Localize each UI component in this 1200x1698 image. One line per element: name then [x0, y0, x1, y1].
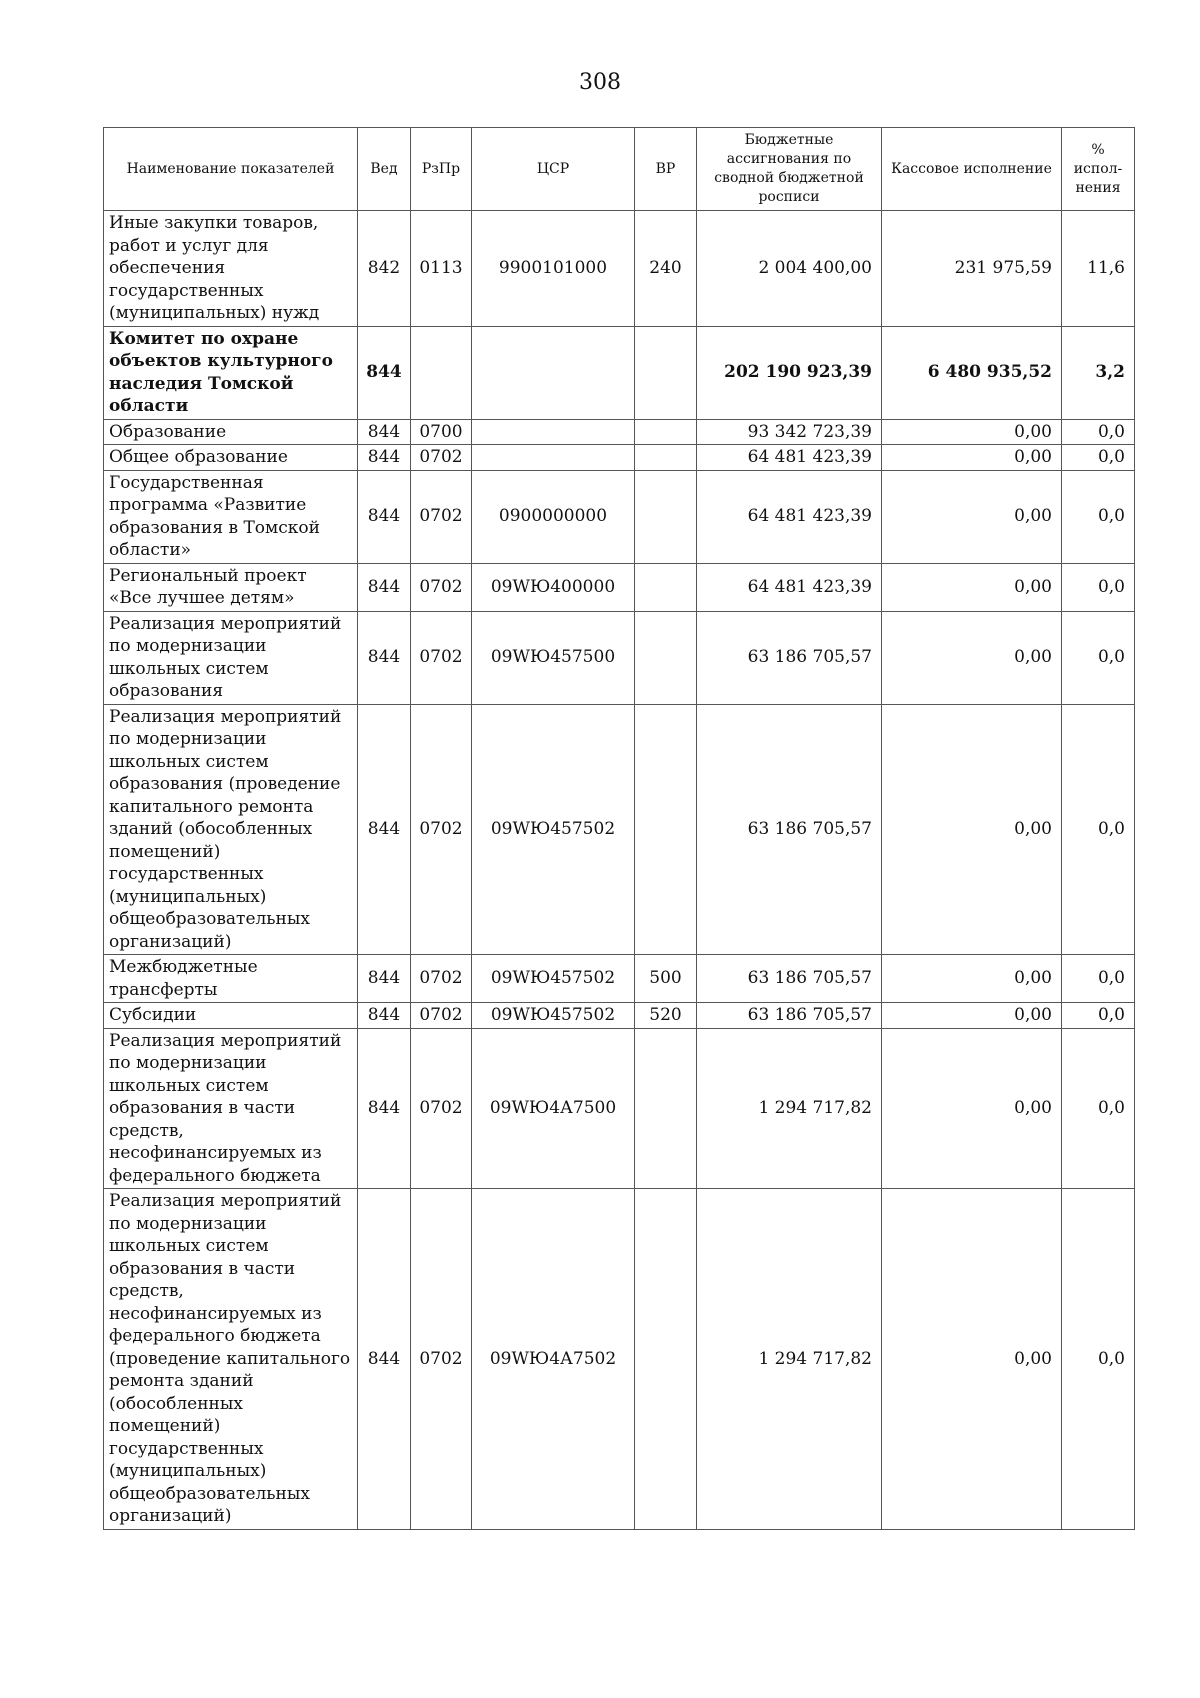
cell-csr: 09WЮ4А7500: [472, 1028, 635, 1189]
header-budget: Бюджетные ассигнования по сводной бюджетной росписи: [697, 128, 882, 211]
cell-csr: [472, 445, 635, 471]
cell-name: Реализация мероприятий по модернизации школьных систем образования в части средств, несофинансируемых из федерального бюджета: [104, 1028, 358, 1189]
header-row: [104, 128, 1135, 211]
cell-rzpr: 0702: [411, 563, 472, 611]
cell-pct: 0,0: [1062, 1189, 1135, 1530]
cell-pct: 0,0: [1062, 445, 1135, 471]
cell-rzpr: 0113: [411, 211, 472, 327]
cell-pct: 11,6: [1062, 211, 1135, 327]
cell-name: Реализация мероприятий по модернизации школьных систем образования в части средств, несофинансируемых из федерального бюджета (проведение капитального ремонта зданий (обособленных помещений) государственных (муниципальных) общеобразовательных организаций): [104, 1189, 358, 1530]
cell-ved: 844: [358, 704, 411, 955]
cell-ved: 844: [358, 470, 411, 563]
cell-rzpr: 0702: [411, 955, 472, 1003]
cell-budget: 1 294 717,82: [697, 1028, 882, 1189]
cell-pct: 0,0: [1062, 563, 1135, 611]
cell-kassa: 0,00: [882, 445, 1062, 471]
header-csr: ЦСР: [472, 128, 635, 211]
table-row: [104, 211, 1135, 327]
table-row: [104, 326, 1135, 419]
cell-kassa: 0,00: [882, 470, 1062, 563]
cell-budget: 63 186 705,57: [697, 704, 882, 955]
cell-name: Субсидии: [104, 1003, 358, 1029]
cell-rzpr: 0702: [411, 470, 472, 563]
cell-ved: 844: [358, 419, 411, 445]
cell-vr: 520: [635, 1003, 697, 1029]
cell-vr: [635, 1189, 697, 1530]
cell-csr: 9900101000: [472, 211, 635, 327]
cell-ved: 844: [358, 1189, 411, 1530]
cell-name: Государственная программа «Развитие образования в Томской области»: [104, 470, 358, 563]
cell-ved: 844: [358, 1028, 411, 1189]
cell-kassa: 0,00: [882, 1028, 1062, 1189]
cell-pct: 0,0: [1062, 704, 1135, 955]
cell-kassa: 6 480 935,52: [882, 326, 1062, 419]
cell-vr: [635, 326, 697, 419]
cell-ved: 844: [358, 326, 411, 419]
table-row: [104, 470, 1135, 563]
cell-csr: [472, 419, 635, 445]
cell-budget: 93 342 723,39: [697, 419, 882, 445]
cell-ved: 844: [358, 955, 411, 1003]
cell-pct: 3,2: [1062, 326, 1135, 419]
cell-budget: 1 294 717,82: [697, 1189, 882, 1530]
cell-kassa: 0,00: [882, 1003, 1062, 1029]
cell-kassa: 231 975,59: [882, 211, 1062, 327]
cell-vr: [635, 611, 697, 704]
cell-vr: [635, 445, 697, 471]
cell-kassa: 0,00: [882, 955, 1062, 1003]
page-number: 308: [579, 70, 621, 95]
cell-ved: 844: [358, 1003, 411, 1029]
cell-name: Региональный проект «Все лучшее детям»: [104, 563, 358, 611]
cell-kassa: 0,00: [882, 611, 1062, 704]
cell-pct: 0,0: [1062, 470, 1135, 563]
table-row: [104, 445, 1135, 471]
cell-rzpr: 0702: [411, 1028, 472, 1189]
cell-budget: 64 481 423,39: [697, 470, 882, 563]
cell-csr: [472, 326, 635, 419]
cell-csr: 09WЮ457502: [472, 955, 635, 1003]
cell-pct: 0,0: [1062, 1003, 1135, 1029]
table-row: [104, 1003, 1135, 1029]
cell-name: Общее образование: [104, 445, 358, 471]
table-row: [104, 611, 1135, 704]
table-row: [104, 955, 1135, 1003]
cell-rzpr: 0702: [411, 611, 472, 704]
table-row: [104, 563, 1135, 611]
cell-rzpr: 0702: [411, 445, 472, 471]
header-rzpr: РзПр: [411, 128, 472, 211]
cell-vr: 240: [635, 211, 697, 327]
cell-name: Иные закупки товаров, работ и услуг для обеспечения государственных (муниципальных) нужд: [104, 211, 358, 327]
table-row: [104, 419, 1135, 445]
cell-ved: 844: [358, 563, 411, 611]
cell-kassa: 0,00: [882, 704, 1062, 955]
cell-rzpr: 0700: [411, 419, 472, 445]
cell-rzpr: [411, 326, 472, 419]
cell-budget: 202 190 923,39: [697, 326, 882, 419]
table-row: [104, 704, 1135, 955]
cell-name: Образование: [104, 419, 358, 445]
table-row: [104, 1028, 1135, 1189]
cell-kassa: 0,00: [882, 1189, 1062, 1530]
header-kassa: Кассовое исполнение: [882, 128, 1062, 211]
cell-name: Реализация мероприятий по модернизации школьных систем образования (проведение капитального ремонта зданий (обособленных помещений) государственных (муниципальных) общеобразовательных организаций): [104, 704, 358, 955]
cell-ved: 844: [358, 611, 411, 704]
cell-vr: [635, 704, 697, 955]
cell-pct: 0,0: [1062, 1028, 1135, 1189]
cell-rzpr: 0702: [411, 1003, 472, 1029]
cell-vr: [635, 419, 697, 445]
cell-csr: 09WЮ457502: [472, 1003, 635, 1029]
cell-rzpr: 0702: [411, 704, 472, 955]
cell-budget: 63 186 705,57: [697, 1003, 882, 1029]
header-vr: ВР: [635, 128, 697, 211]
cell-vr: [635, 1028, 697, 1189]
cell-ved: 842: [358, 211, 411, 327]
cell-name: Комитет по охране объектов культурного наследия Томской области: [104, 326, 358, 419]
cell-csr: 09WЮ457502: [472, 704, 635, 955]
cell-budget: 2 004 400,00: [697, 211, 882, 327]
cell-pct: 0,0: [1062, 419, 1135, 445]
table-row: [104, 1189, 1135, 1530]
cell-vr: 500: [635, 955, 697, 1003]
cell-csr: 0900000000: [472, 470, 635, 563]
cell-budget: 64 481 423,39: [697, 563, 882, 611]
cell-kassa: 0,00: [882, 419, 1062, 445]
cell-csr: 09WЮ457500: [472, 611, 635, 704]
cell-vr: [635, 563, 697, 611]
header-pct: % испол-нения: [1062, 128, 1135, 211]
header-ved: Вед: [358, 128, 411, 211]
header-name: Наименование показателей: [104, 128, 358, 211]
cell-name: Реализация мероприятий по модернизации школьных систем образования: [104, 611, 358, 704]
cell-csr: 09WЮ4А7502: [472, 1189, 635, 1530]
cell-kassa: 0,00: [882, 563, 1062, 611]
budget-table: [103, 127, 1135, 1530]
cell-pct: 0,0: [1062, 611, 1135, 704]
cell-csr: 09WЮ400000: [472, 563, 635, 611]
cell-rzpr: 0702: [411, 1189, 472, 1530]
cell-budget: 64 481 423,39: [697, 445, 882, 471]
cell-budget: 63 186 705,57: [697, 955, 882, 1003]
cell-ved: 844: [358, 445, 411, 471]
cell-name: Межбюджетные трансферты: [104, 955, 358, 1003]
cell-budget: 63 186 705,57: [697, 611, 882, 704]
cell-vr: [635, 470, 697, 563]
cell-pct: 0,0: [1062, 955, 1135, 1003]
